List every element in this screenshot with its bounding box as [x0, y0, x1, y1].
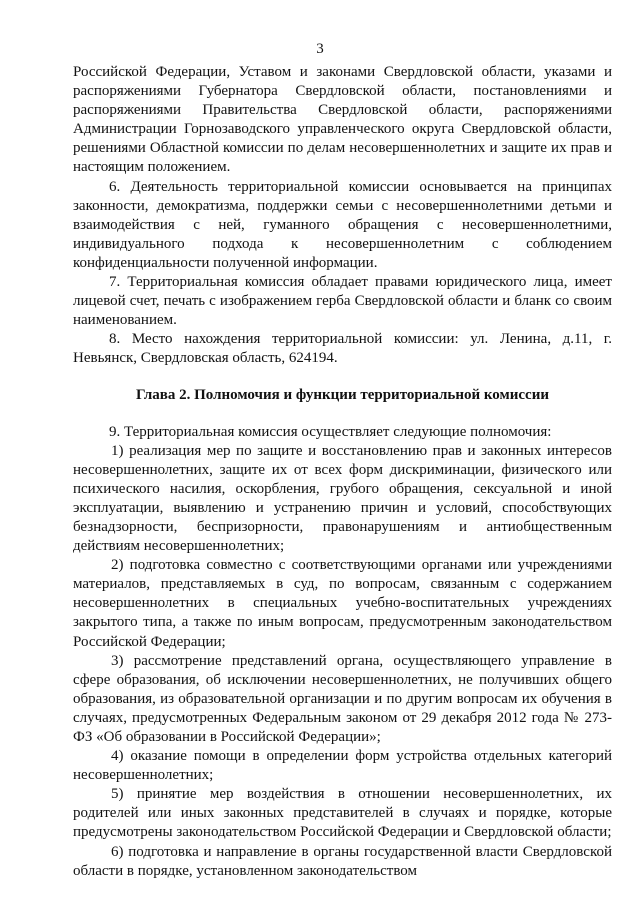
list-item-5: 5) принятие мер воздействия в отношении несовершеннолетних, их родителей или иных законных представителей в случаях и порядке, которые предусмотрены законодательством Российской Федерации и Свердловской области; [73, 786, 612, 841]
document-body [73, 63, 612, 881]
paragraph-legal-basis-continued: Российской Федерации, Уставом и законами Свердловской области, указами и распоряжениями Губернатора Свердловской области, постановлениями и распоряжениями Правительства Свердловской области, распоряжениями Администрации Горнозаводского управленческого округа Свердловской области, решениями Областной комиссии по делам несовершеннолетних и защите их прав и настоящим положением. [73, 64, 612, 176]
page-number: 3 [316, 41, 324, 57]
list-item-3: 3) рассмотрение представлений органа, осуществляющего управление в сфере образования, об исключении несовершеннолетних, не получивших общего образования, из образовательной организации и по другим вопросам их обучения в случаях, предусмотренных Федеральным законом от 29 декабря 2012 года № 273-ФЗ «Об образовании в Российской Федерации»; [73, 652, 612, 745]
list-item-6: 6) подготовка и направление в органы государственной власти Свердловской области в порядке, установленном законодательством [73, 843, 612, 879]
chapter-heading: Глава 2. Полномочия и функции территориальной комиссии [136, 386, 549, 403]
paragraph-9-powers-intro: 9. Территориальная комиссия осуществляет следующие полномочия: [109, 423, 552, 440]
list-item-2: 2) подготовка совместно с соответствующими органами или учреждениями материалов, представляемых в суд, по вопросам, связанным с содержанием несовершеннолетних в специальных учебно-воспитательных учреждениях закрытого типа, а также по иным вопросам, предусмотренным законодательством Российской Федерации; [73, 557, 612, 650]
paragraph-7-legal-entity: 7. Территориальная комиссия обладает правами юридического лица, имеет лицевой счет, печать с изображением герба Свердловской области и бланк со своим наименованием. [73, 274, 612, 329]
paragraph-8-location: 8. Место нахождения территориальной комиссии: ул. Ленина, д.11, г. Невьянск, Свердловская область, 624194. [73, 331, 612, 367]
list-item-1: 1) реализация мер по защите и восстановлению прав и законных интересов несовершеннолетних, защите их от всех форм дискриминации, физического или психического насилия, оскорбления, грубого обращения, сексуальной и иной эксплуатации, выявлению и устранению причин и условий, способствующих безнадзорности, беспризорности, правонарушениям и антиобщественным действиям несовершеннолетних; [73, 442, 612, 555]
paragraph-6-principles: 6. Деятельность территориальной комиссии основывается на принципах законности, демократизма, поддержки семьи с несовершеннолетними детьми и взаимодействия с ней, гуманного обращения с несовершеннолетними, индивидуального подхода к несовершеннолетним с соблюдением конфиденциальности полученной информации. [73, 178, 612, 271]
list-item-4: 4) оказание помощи в определении форм устройства отдельных категорий несовершеннолетних; [73, 748, 612, 784]
